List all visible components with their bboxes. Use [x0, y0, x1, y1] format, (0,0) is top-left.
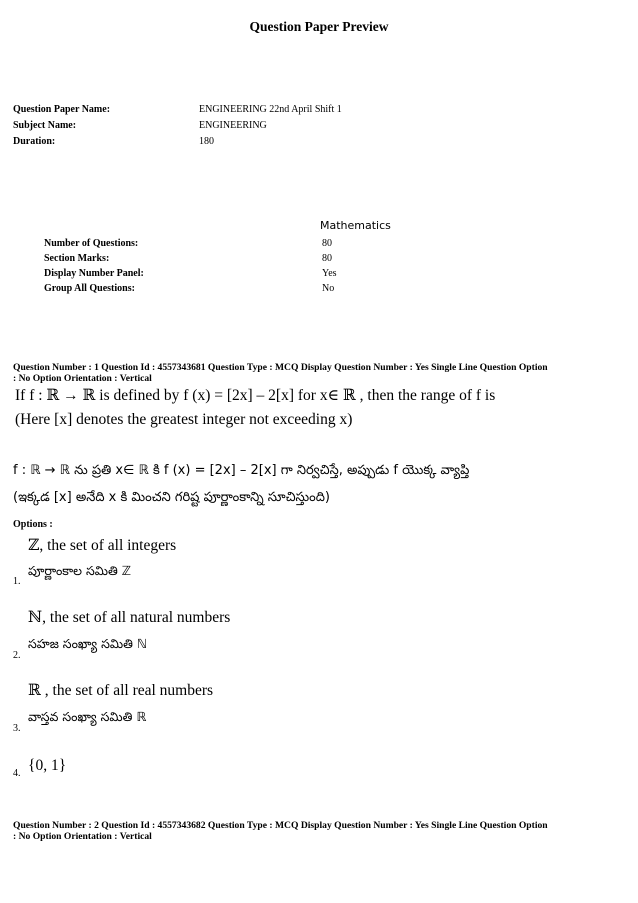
option-4-number: 4.	[13, 768, 21, 779]
question-1-english-line1: If f : ℝ → ℝ is defined by f (x) = [2x] – 2[x] for x∈ ℝ , then the range of f is	[15, 387, 496, 404]
option-4-english: {0, 1}	[28, 757, 67, 774]
option-3-number: 3.	[13, 723, 21, 734]
num-questions-value: 80	[322, 238, 332, 249]
num-questions-label: Number of Questions:	[44, 238, 139, 249]
option-2-telugu: సహజ సంఖ్యా సమితి ℕ	[28, 636, 147, 651]
option-1-number: 1.	[13, 576, 21, 587]
question-1-telugu-line1: f : ℝ → ℝ ను ప్రతి x∈ ℝ కి f (x) = [2x] – 2[x] గా నిర్వచిస్తే, అప్పుడు f యొక్క వ్యాప్తి	[13, 463, 470, 478]
display-panel-value: Yes	[322, 268, 337, 279]
question-1-header-line1: Question Number : 1 Question Id : 4557343681 Question Type : MCQ Display Question Number : Yes Single Line Question Option	[13, 362, 548, 373]
option-3-telugu: వాస్తవ సంఖ్యా సమితి ℝ	[28, 709, 147, 724]
display-panel-label: Display Number Panel:	[44, 268, 144, 279]
subject-name-value: ENGINEERING	[199, 120, 267, 131]
section-marks-value: 80	[322, 253, 332, 264]
group-all-value: No	[322, 283, 335, 294]
section-name: Mathematics	[320, 219, 391, 232]
option-2-english: ℕ, the set of all natural numbers	[28, 609, 231, 626]
page-title: Question Paper Preview	[249, 19, 389, 34]
group-all-label: Group All Questions:	[44, 283, 135, 294]
duration-value: 180	[199, 136, 214, 147]
question-1-header-line2: : No Option Orientation : Vertical	[13, 373, 152, 384]
option-1-english: ℤ, the set of all integers	[28, 537, 177, 554]
options-heading: Options :	[13, 519, 53, 530]
question-2-header-line2: : No Option Orientation : Vertical	[13, 831, 152, 842]
paper-name-label: Question Paper Name:	[13, 104, 111, 115]
question-1-english-line2: (Here [x] denotes the greatest integer not exceeding x)	[15, 411, 353, 428]
question-2-header	[13, 820, 627, 842]
option-1-telugu: పూర్ణాంకాల సమితి ℤ	[28, 563, 132, 578]
section-marks-label: Section Marks:	[44, 253, 110, 264]
paper-name-value: ENGINEERING 22nd April Shift 1	[199, 104, 342, 115]
question-1-header	[13, 362, 627, 384]
subject-name-label: Subject Name:	[13, 120, 77, 131]
option-2-number: 2.	[13, 650, 21, 661]
option-3-english: ℝ , the set of all real numbers	[28, 682, 214, 699]
question-1-telugu-line2: (ఇక్కడ [x] అనేది x కి మించని గరిష్ట పూర్ణాంకాన్ని సూచిస్తుంది)	[13, 490, 331, 505]
duration-label: Duration:	[13, 136, 56, 147]
question-2-header-line1: Question Number : 2 Question Id : 4557343682 Question Type : MCQ Display Question Number : Yes Single Line Question Option	[13, 820, 548, 831]
